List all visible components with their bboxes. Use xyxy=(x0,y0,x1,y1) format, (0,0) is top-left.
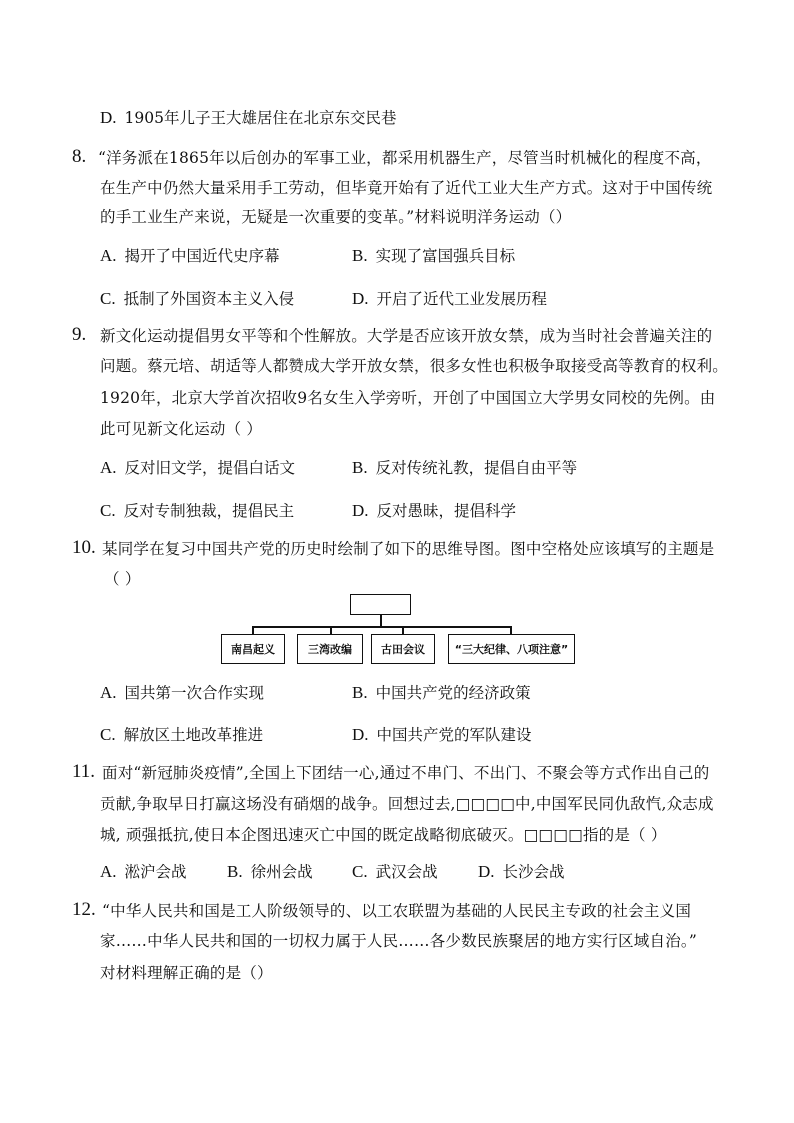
q10-option-d: D. 中国共产党的军队建设 xyxy=(352,725,532,744)
q12-stem-line-2: 家……中华人民共和国的一切权力属于人民……各少数民族聚居的地方实行区域自治。” xyxy=(100,932,697,950)
q8-stem-line-2: 在生产中仍然大量采用手工劳动，但毕竟开始有了近代工业大生产方式。这对于中国传统 xyxy=(100,179,713,197)
q8-number: 8. xyxy=(72,146,87,167)
q10-option-a: A. 国共第一次合作实现 xyxy=(100,683,265,702)
q10-stem-line-1: 某同学在复习中国共产党的历史时绘制了如下的思维导图。图中空格处应该填写的主题是 xyxy=(102,540,715,558)
q11-number: 11. xyxy=(72,761,96,782)
q11-stem-line-2: 贡献,争取早日打赢这场没有硝烟的战争。回想过去,□□□□中,中国军民同仇敌忾,众志成 xyxy=(100,795,714,813)
q9-option-b: B. 反对传统礼教，提倡自由平等 xyxy=(352,458,578,477)
q8-option-a: A. 揭开了中国近代史序幕 xyxy=(100,246,280,265)
mindmap-blank-box xyxy=(350,594,411,615)
q11-option-b: B. 徐州会战 xyxy=(227,862,313,881)
q8-stem-line-1: “洋务派在1865年以后创办的军事工业，都采用机器生产，尽管当时机械化的程度不高， xyxy=(98,149,712,167)
q9-stem-line-2: 问题。蔡元培、胡适等人都赞成大学开放女禁，很多女性也积极争取接受高等教育的权利。 xyxy=(100,357,729,375)
mindmap-connector-vertical xyxy=(380,615,382,626)
mindmap-connector-horizontal xyxy=(252,626,511,628)
q11-option-c: C. 武汉会战 xyxy=(352,862,438,881)
mindmap-node-4: “三大纪律、八项注意” xyxy=(448,634,575,664)
q9-stem-line-3: 1920年，北京大学首次招收9名女生入学旁听，开创了中国国立大学男女同校的先例。由 xyxy=(100,389,716,407)
q12-number: 12. xyxy=(72,899,96,920)
q7-option-d: D. 1905年儿子王大雄居住在北京东交民巷 xyxy=(100,108,397,127)
q9-stem-line-4: 此可见新文化运动（ ） xyxy=(100,420,263,438)
q11-stem-line-1: 面对“新冠肺炎疫情”,全国上下团结一心,通过不串门、不出门、不聚会等方式作出自己的 xyxy=(102,764,710,782)
mindmap-node-1: 南昌起义 xyxy=(221,634,285,664)
mindmap-node-3: 古田会议 xyxy=(371,634,435,664)
q8-stem-line-3: 的手工业生产来说，无疑是一次重要的变革。”材料说明洋务运动（） xyxy=(100,208,572,226)
q9-option-d: D. 反对愚昧，提倡科学 xyxy=(352,501,517,520)
q11-option-a: A. 淞沪会战 xyxy=(100,862,187,881)
mindmap-node-2: 三湾改编 xyxy=(297,634,363,664)
q11-stem-line-3: 城, 顽强抵抗,使日本企图迅速灭亡中国的既定战略彻底破灭。□□□□指的是（ ） xyxy=(100,826,667,844)
q8-option-c: C. 抵制了外国资本主义入侵 xyxy=(100,289,295,308)
q8-option-b: B. 实现了富国强兵目标 xyxy=(352,246,516,265)
q9-option-a: A. 反对旧文学，提倡白话文 xyxy=(100,458,296,477)
q11-option-d: D. 长沙会战 xyxy=(478,862,565,881)
q9-stem-line-1: 新文化运动提倡男女平等和个性解放。大学是否应该开放女禁，成为当时社会普遍关注的 xyxy=(100,327,713,345)
q10-option-b: B. 中国共产党的经济政策 xyxy=(352,683,531,702)
q9-option-c: C. 反对专制独裁，提倡民主 xyxy=(100,501,295,520)
q12-stem-line-1: “中华人民共和国是工人阶级领导的、以工农联盟为基础的人民民主专政的社会主义国 xyxy=(102,902,692,920)
q10-number: 10. xyxy=(72,537,96,558)
q10-option-c: C. 解放区土地改革推进 xyxy=(100,725,264,744)
q9-number: 9. xyxy=(72,324,87,345)
q12-stem-line-3: 对材料理解正确的是（） xyxy=(100,964,273,982)
q10-stem-line-2: （ ） xyxy=(104,570,141,588)
q8-option-d: D. 开启了近代工业发展历程 xyxy=(352,289,548,308)
